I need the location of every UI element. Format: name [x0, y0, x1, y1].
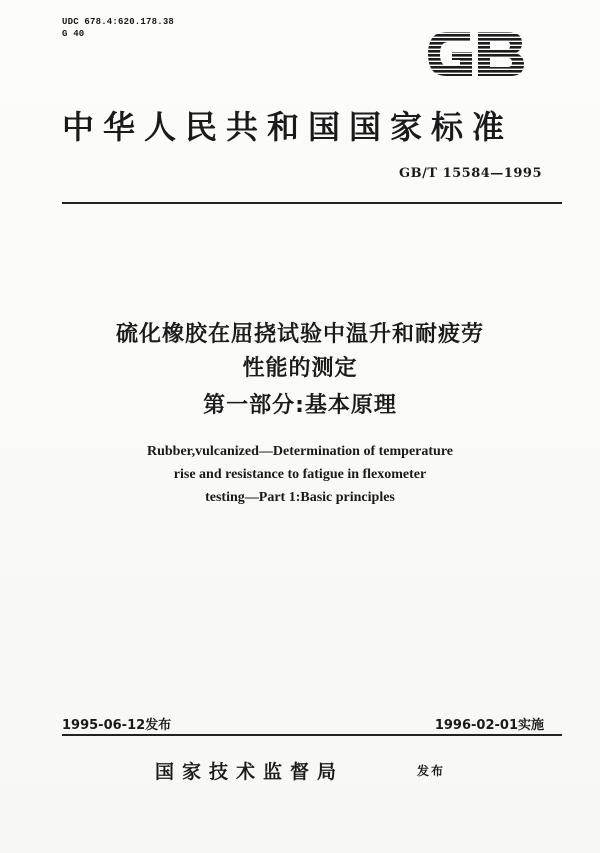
udc-code: UDC 678.4:620.178.38: [62, 17, 175, 27]
top-divider: [62, 202, 562, 204]
classification-codes: [62, 16, 174, 40]
chinese-title-line-2: 性能的测定: [242, 356, 358, 381]
class-code: G 40: [62, 29, 85, 39]
bottom-divider: [62, 734, 562, 736]
issuing-authority: 国家技术监督局: [155, 761, 345, 783]
english-title-line-2: rise and resistance to fatigue in flexometer: [173, 467, 427, 482]
english-title-line-1: Rubber,vulcanized—Determination of temperature: [146, 444, 454, 459]
gb-logo: [426, 22, 526, 86]
issue-date: 1995-06-12发布: [62, 718, 172, 733]
national-standard-title: 中华人民共和国国家标准: [62, 108, 514, 146]
effective-date: 1996-02-01实施: [434, 718, 544, 733]
chinese-title-line-3: 第一部分:基本原理: [203, 393, 397, 418]
standard-number: GB/T 15584—1995: [399, 166, 542, 181]
issuing-suffix: 发布: [417, 764, 446, 778]
chinese-title-line-1: 硫化橡胶在屈挠试验中温升和耐疲劳: [115, 322, 484, 347]
english-title-line-3: testing—Part 1:Basic principles: [205, 490, 395, 505]
logo-text: GB: [426, 22, 428, 23]
